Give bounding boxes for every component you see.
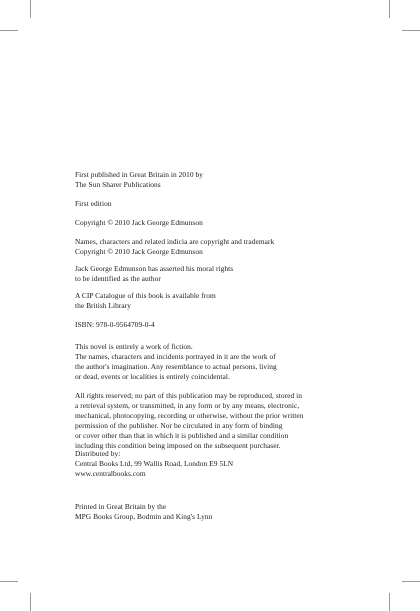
rights-line: or cover other than that in which it is published and a similar condition xyxy=(75,431,289,440)
crop-mark-right-top xyxy=(402,30,420,31)
distribution-address: Central Books Ltd, 99 Wallis Road, London E9 5LN xyxy=(75,459,234,468)
names-notice-line: Copyright © 2010 Jack George Edmunson xyxy=(75,247,203,256)
crop-mark-right-bottom xyxy=(402,581,420,582)
fiction-line: This novel is entirely a work of fiction. xyxy=(75,342,193,351)
distribution-line: Distributed by: xyxy=(75,449,121,458)
distribution-notice xyxy=(75,449,405,479)
crop-mark-left-top xyxy=(0,30,18,31)
copyright-page-block xyxy=(75,170,405,451)
distribution-website: www.centralbooks.com xyxy=(75,469,146,478)
distribution-block xyxy=(75,449,405,479)
cip-line: A CIP Catalogue of this book is available from xyxy=(75,291,216,300)
printing-notice xyxy=(75,502,405,522)
names-notice xyxy=(75,237,405,257)
rights-reserved-notice xyxy=(75,391,405,451)
crop-mark-bottom-left xyxy=(30,593,31,611)
names-notice-line: Names, characters and related indicia are copyright and trademark xyxy=(75,237,275,246)
isbn-line: ISBN: 978-0-9564709-0-4 xyxy=(75,320,155,329)
fiction-line: or dead, events or localities is entirely coincidental. xyxy=(75,372,230,381)
fiction-notice xyxy=(75,342,405,382)
cip-notice xyxy=(75,291,405,311)
rights-line: a retrieval system, or transmitted, in any form or by any means, electronic, xyxy=(75,401,300,410)
rights-line: mechanical, photocopying, recording or otherwise, without the prior written xyxy=(75,411,304,420)
rights-line: including this condition being imposed on the subsequent purchaser. xyxy=(75,441,281,450)
printing-line: Printed in Great Britain by the xyxy=(75,502,167,511)
crop-mark-bottom-right xyxy=(389,593,390,611)
copyright-notice xyxy=(75,218,405,228)
printer-name: MPG Books Group, Bodmin and King's Lynn xyxy=(75,512,213,521)
isbn-notice xyxy=(75,320,405,330)
moral-rights-line: Jack George Edmunson has asserted his moral rights xyxy=(75,264,234,273)
printing-block xyxy=(75,494,405,522)
copyright-line: Copyright © 2010 Jack George Edmunson xyxy=(75,218,203,227)
moral-rights-line: to be identified as the author xyxy=(75,274,161,283)
first-published-line: First published in Great Britain in 2010 by xyxy=(75,170,203,179)
crop-mark-top-left xyxy=(30,0,31,18)
first-published-notice xyxy=(75,170,405,190)
rights-line: All rights reserved; no part of this publication may be reproduced, stored in xyxy=(75,391,302,400)
crop-mark-left-bottom xyxy=(0,581,18,582)
edition-line: First edition xyxy=(75,199,112,208)
crop-mark-top-right xyxy=(389,0,390,18)
publisher-name: The Sun Sharer Publications xyxy=(75,180,161,189)
moral-rights-notice xyxy=(75,264,405,284)
fiction-line: the author's imagination. Any resemblance to actual persons, living xyxy=(75,362,277,371)
fiction-line: The names, characters and incidents portrayed in it are the work of xyxy=(75,352,276,361)
cip-line: the British Library xyxy=(75,301,131,310)
edition-notice xyxy=(75,199,405,209)
rights-line: permission of the publisher. Nor be circulated in any form of binding xyxy=(75,421,283,430)
